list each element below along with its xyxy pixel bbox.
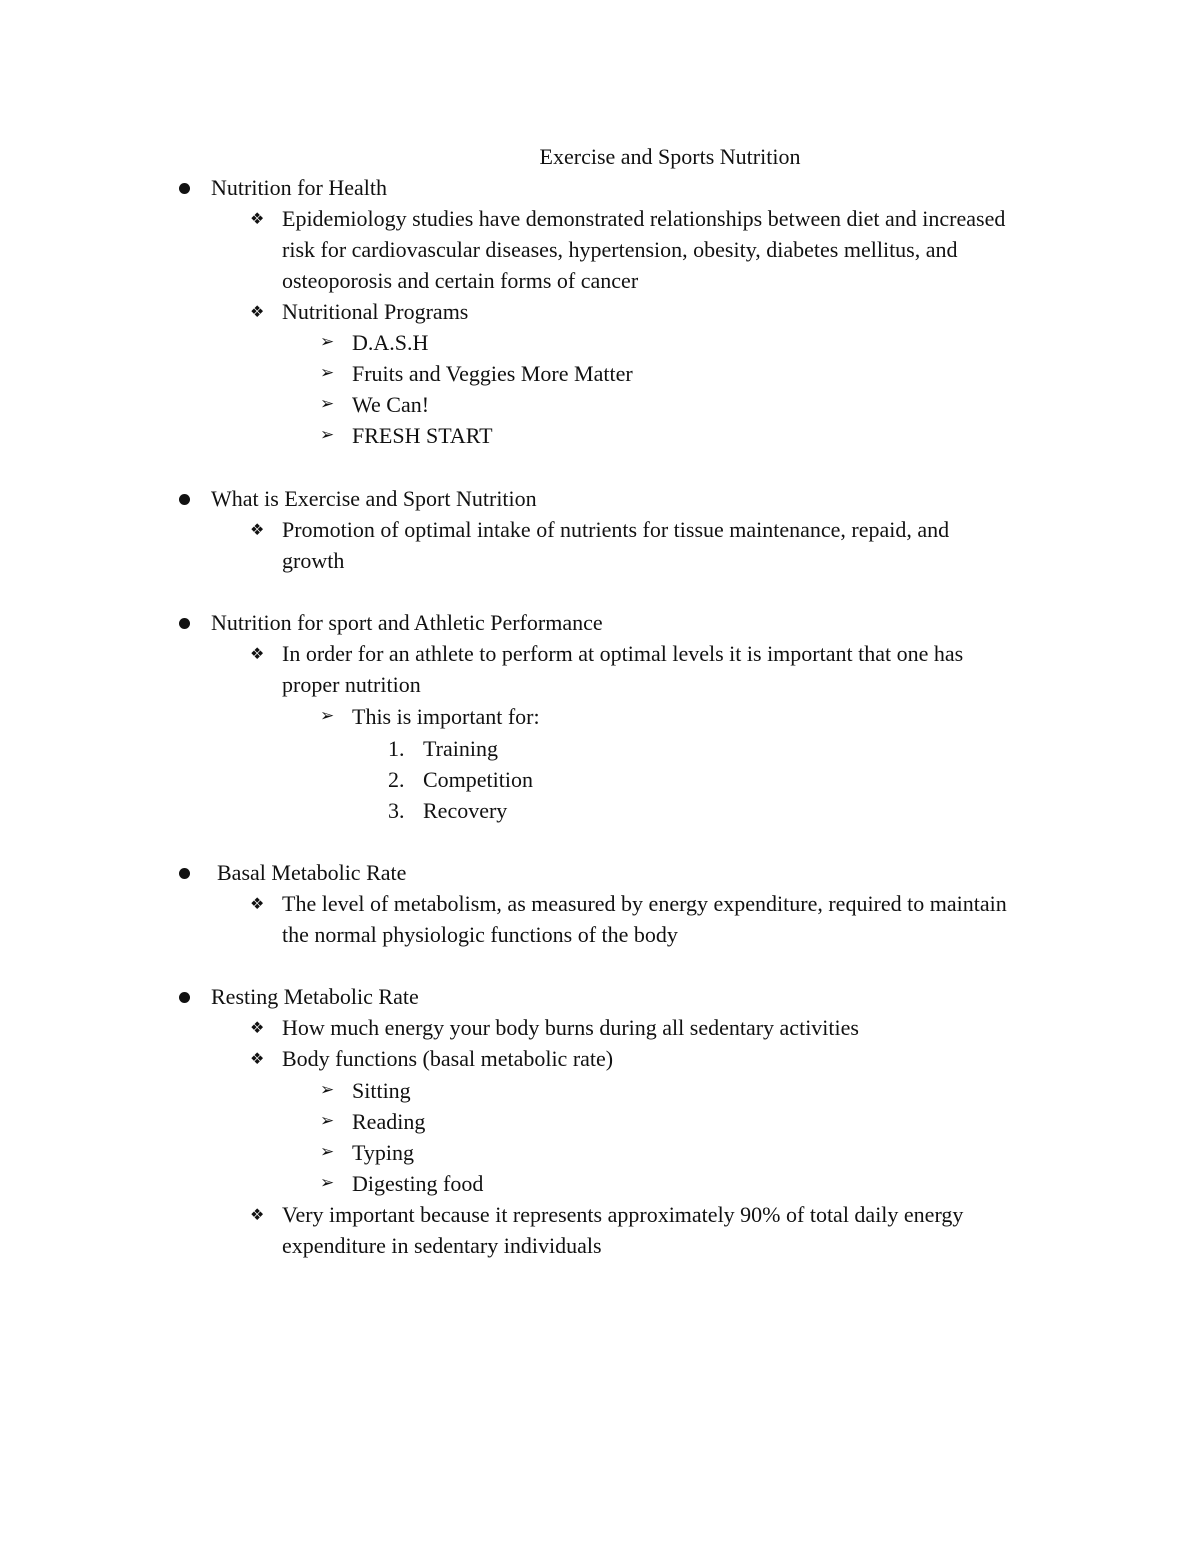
diamond-bullet-icon: ❖	[250, 644, 265, 663]
numbered-marker: 1.	[388, 736, 405, 761]
arrow-bullet-icon: ➢	[320, 425, 335, 445]
arrow-bullet-icon: ➢	[320, 363, 335, 383]
diamond-bullet-icon: ❖	[250, 1205, 265, 1224]
sub-list-item: Typing	[352, 1140, 415, 1165]
sub-list-item: Sitting	[352, 1078, 411, 1103]
round-bullet-icon	[179, 868, 190, 879]
sub-list-item: Digesting food	[352, 1171, 484, 1196]
section-heading: Nutrition for Health	[211, 175, 387, 200]
arrow-bullet-icon: ➢	[320, 706, 335, 726]
sub-list-item: FRESH START	[352, 423, 493, 448]
diamond-bullet-icon: ❖	[250, 209, 265, 228]
diamond-bullet-icon: ❖	[250, 520, 265, 539]
list-item-text: expenditure in sedentary individuals	[282, 1233, 602, 1258]
sub-list-item: Fruits and Veggies More Matter	[352, 361, 633, 386]
list-item-text: Body functions (basal metabolic rate)	[282, 1046, 614, 1071]
sub-list-item: This is important for:	[352, 704, 540, 729]
numbered-item: Training	[423, 736, 498, 761]
arrow-bullet-icon: ➢	[320, 1173, 335, 1193]
list-item-text: Very important because it represents approximately 90% of total daily energy	[282, 1202, 964, 1227]
list-item-text: the normal physiologic functions of the body	[282, 922, 678, 947]
arrow-bullet-icon: ➢	[320, 394, 335, 414]
diamond-bullet-icon: ❖	[250, 1049, 265, 1068]
section-heading: Nutrition for sport and Athletic Performance	[211, 610, 603, 635]
sub-list-item: We Can!	[352, 392, 430, 417]
numbered-marker: 3.	[388, 798, 405, 823]
list-item-text: How much energy your body burns during all sedentary activities	[282, 1015, 859, 1040]
round-bullet-icon	[179, 183, 190, 194]
section-heading: What is Exercise and Sport Nutrition	[211, 486, 537, 511]
list-item-text: Epidemiology studies have demonstrated relationships between diet and increased	[282, 206, 1006, 231]
list-item-text: growth	[282, 548, 345, 573]
round-bullet-icon	[179, 494, 190, 505]
arrow-bullet-icon: ➢	[320, 1111, 335, 1131]
list-item-text: Promotion of optimal intake of nutrients for tissue maintenance, repaid, and	[282, 517, 950, 542]
list-item-text: The level of metabolism, as measured by energy expenditure, required to maintain	[282, 891, 1007, 916]
list-item-text: risk for cardiovascular diseases, hypertension, obesity, diabetes mellitus, and	[282, 237, 958, 262]
diamond-bullet-icon: ❖	[250, 302, 265, 321]
diamond-bullet-icon: ❖	[250, 894, 265, 913]
diamond-bullet-icon: ❖	[250, 1018, 265, 1037]
list-item-text: In order for an athlete to perform at optimal levels it is important that one has	[282, 641, 964, 666]
list-item-text: osteoporosis and certain forms of cancer	[282, 268, 639, 293]
list-item-text: proper nutrition	[282, 672, 421, 697]
numbered-item: Competition	[423, 767, 533, 792]
round-bullet-icon	[179, 992, 190, 1003]
section-heading: Basal Metabolic Rate	[217, 860, 407, 885]
round-bullet-icon	[179, 618, 190, 629]
sub-list-item: D.A.S.H	[352, 330, 429, 355]
arrow-bullet-icon: ➢	[320, 332, 335, 352]
arrow-bullet-icon: ➢	[320, 1142, 335, 1162]
numbered-marker: 2.	[388, 767, 405, 792]
sub-list-item: Reading	[352, 1109, 426, 1134]
list-item-text: Nutritional Programs	[282, 299, 469, 324]
section-heading: Resting Metabolic Rate	[211, 984, 419, 1009]
numbered-item: Recovery	[423, 798, 508, 823]
page-title: Exercise and Sports Nutrition	[539, 144, 801, 169]
arrow-bullet-icon: ➢	[320, 1080, 335, 1100]
